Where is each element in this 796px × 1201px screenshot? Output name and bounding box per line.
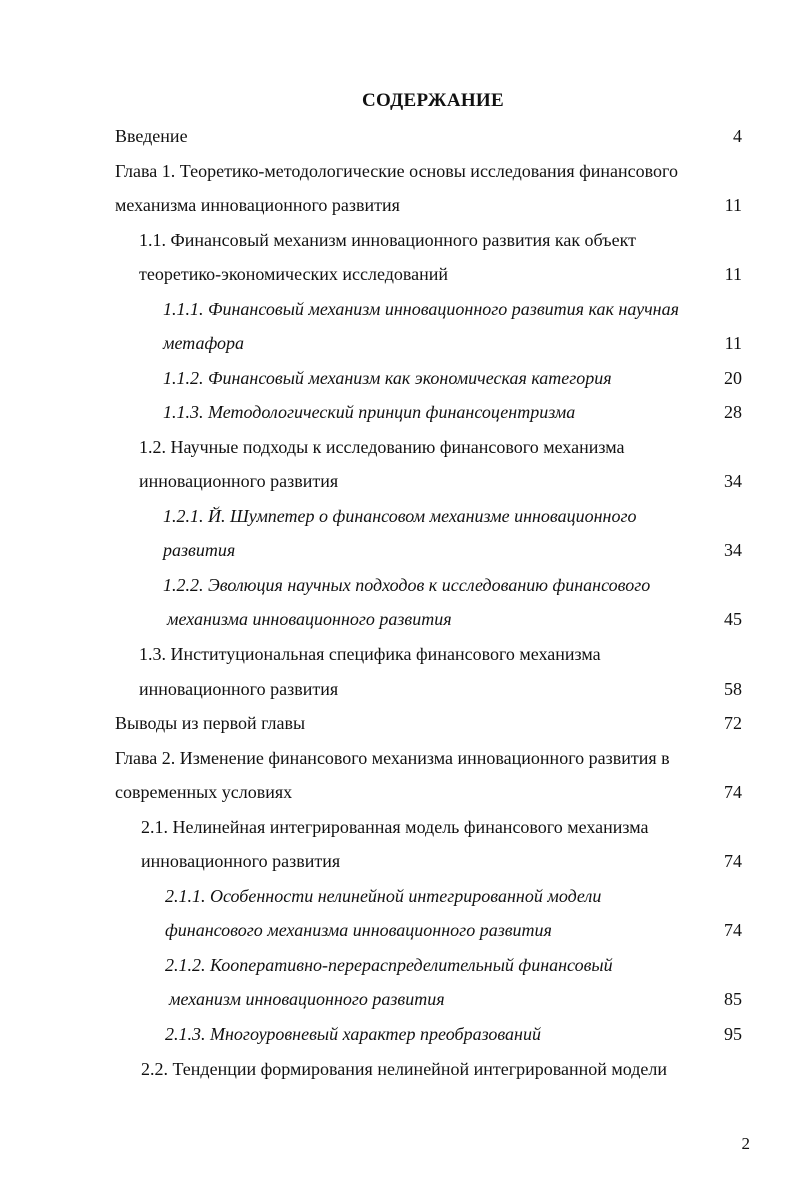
toc-entry-subsection-2-1-1: 2.1.1. Особенности нелинейной интегрированной модели [165, 886, 602, 906]
page-number: 2 [741, 1134, 750, 1153]
toc-entry-chapter-2-cont: современных условиях [115, 782, 293, 802]
toc-page-number: 45 [724, 609, 742, 629]
toc-entry-conclusions-1: Выводы из первой главы [115, 713, 306, 733]
toc-entry-section-2-1-cont: инновационного развития [141, 851, 341, 871]
toc-entry-section-1-3: 1.3. Институциональная специфика финансового механизма [139, 644, 601, 664]
toc-page-number: 11 [724, 264, 742, 284]
toc-entry-section-1-3-cont: инновационного развития [139, 679, 339, 699]
toc-page-number: 20 [724, 368, 742, 388]
toc-page-number: 95 [724, 1024, 742, 1044]
toc-entry-subsection-2-1-3: 2.1.3. Многоуровневый характер преобразований [165, 1024, 541, 1044]
toc-entry-subsection-1-2-1-cont: развития [163, 540, 236, 560]
toc-entry-section-2-2: 2.2. Тенденции формирования нелинейной интегрированной модели [141, 1059, 667, 1079]
toc-entry-intro: Введение [115, 126, 188, 146]
toc-entry-chapter-2: Глава 2. Изменение финансового механизма инновационного развития в [115, 748, 670, 768]
toc-page-number: 74 [724, 851, 742, 871]
toc-entry-subsection-2-1-2: 2.1.2. Кооперативно-перераспределительный финансовый [165, 955, 613, 975]
toc-page-number: 72 [724, 713, 742, 733]
toc-page-number: 74 [724, 920, 742, 940]
toc-entry-subsection-1-2-1: 1.2.1. Й. Шумпетер о финансовом механизме инновационного [163, 506, 637, 526]
toc-page-number: 34 [724, 471, 742, 491]
toc-entry-section-1-1-cont: теоретико-экономических исследований [139, 264, 449, 284]
toc-page-number: 4 [733, 126, 742, 146]
toc-entry-subsection-2-1-1-cont: финансового механизма инновационного развития [165, 920, 552, 940]
toc-page-number: 28 [724, 402, 742, 422]
toc-entry-section-1-2-cont: инновационного развития [139, 471, 339, 491]
toc-entry-subsection-1-1-3: 1.1.3. Методологический принцип финансоцентризма [163, 402, 576, 422]
toc-entry-subsection-1-1-1-cont: метафора [163, 333, 244, 353]
toc-entry-section-1-2: 1.2. Научные подходы к исследованию финансового механизма [139, 437, 625, 457]
page-title: СОДЕРЖАНИЕ [362, 90, 504, 111]
toc-entry-subsection-1-2-2-cont: механизма инновационного развития [167, 609, 452, 629]
toc-page-number: 85 [724, 989, 742, 1009]
toc-page-number: 34 [724, 540, 742, 560]
toc-entry-section-2-1: 2.1. Нелинейная интегрированная модель финансового механизма [141, 817, 649, 837]
toc-entry-subsection-1-2-2: 1.2.2. Эволюция научных подходов к исследованию финансового [163, 575, 651, 595]
toc-entry-chapter-1: Глава 1. Теоретико-методологические основы исследования финансового [115, 161, 678, 181]
toc-entry-subsection-1-1-1: 1.1.1. Финансовый механизм инновационного развития как научная [163, 299, 679, 319]
toc-page-number: 74 [724, 782, 742, 802]
toc-page-number: 11 [724, 195, 742, 215]
toc-entry-subsection-2-1-2-cont: механизм инновационного развития [169, 989, 445, 1009]
toc-page-number: 11 [724, 333, 742, 353]
toc-page-number: 58 [724, 679, 742, 699]
toc-entry-section-1-1: 1.1. Финансовый механизм инновационного развития как объект [139, 230, 636, 250]
toc-entry-chapter-1-cont: механизма инновационного развития [115, 195, 400, 215]
toc-entry-subsection-1-1-2: 1.1.2. Финансовый механизм как экономическая категория [163, 368, 612, 388]
